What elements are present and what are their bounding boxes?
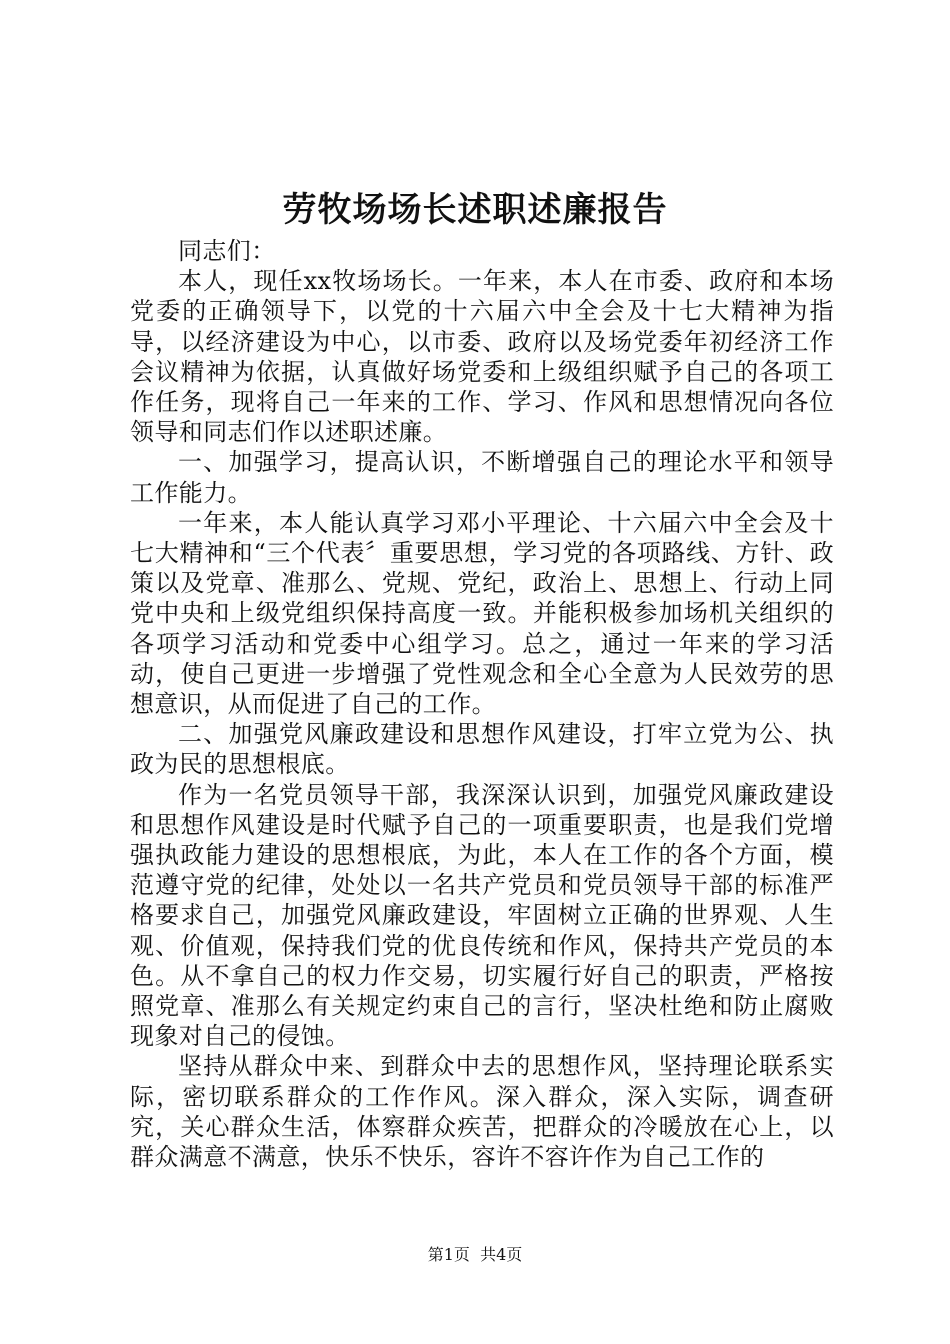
- page-number-prefix: 第: [427, 1245, 444, 1264]
- page-footer: [0, 1244, 950, 1266]
- document-title: 劳牧场场长述职述廉报告: [282, 190, 668, 230]
- section-2-heading: 二、加强党风廉政建设和思想作风建设，打牢立党为公、执政为民的思想根底。: [130, 720, 834, 779]
- page-number: 1: [443, 1245, 454, 1264]
- section-1-heading: 一、加强学习，提高认识，不断增强自己的理论水平和领导工作能力。: [130, 448, 834, 507]
- document-body: [130, 236, 834, 1172]
- section-2-paragraph-2: 坚持从群众中来、到群众中去的思想作风，坚持理论联系实际，密切联系群众的工作作风。深入群众，深入实际，调查研究，关心群众生活，体察群众疾苦，把群众的冷暖放在心上，以群众满意不满意，快乐不快乐，容许不容许作为自己工作的: [130, 1052, 834, 1172]
- total-pages-prefix: 共: [480, 1245, 497, 1264]
- section-1-paragraph: 一年来，本人能认真学习邓小平理论、十六届六中全会及十七大精神和“三个代表〞重要思想，学习党的各项路线、方针、政策以及党章、准那么、党规、党纪，政治上、思想上、行动上同党中央和上级党组织保持高度一致。并能积极参加场机关组织的各项学习活动和党委中心组学习。总之，通过一年来的学习活动，使自己更进一步增强了党性观念和全心全意为人民效劳的思想意识，从而促进了自己的工作。: [130, 508, 834, 719]
- salutation-paragraph: 同志们：: [178, 237, 276, 265]
- total-pages: 4: [496, 1245, 507, 1264]
- intro-paragraph: 本人，现任xx牧场场长。一年来，本人在市委、政府和本场党委的正确领导下，以党的十六届六中全会及十七大精神为指导，以经济建设为中心，以市委、政府以及场党委年初经济工作会议精神为依据，认真做好场党委和上级组织赋予自己的各项工作任务，现将自己一年来的工作、学习、作风和思想情况向各位领导和同志们作以述职述廉。: [130, 267, 834, 447]
- total-pages-suffix: 页: [506, 1245, 523, 1264]
- page-number-suffix: 页: [453, 1245, 470, 1264]
- section-2-paragraph-1: 作为一名党员领导干部，我深深认识到，加强党风廉政建设和思想作风建设是时代赋予自己的一项重要职责，也是我们党增强执政能力建设的思想根底，为此，本人在工作的各个方面，模范遵守党的纪律，处处以一名共产党员和党员领导干部的标准严格要求自己，加强党风廉政建设，牢固树立正确的世界观、人生观、价值观，保持我们党的优良传统和作风，保持共产党员的本色。从不拿自己的权力作交易，切实履行好自己的职责，严格按照党章、准那么有关规定约束自己的言行，坚决杜绝和防止腐败现象对自己的侵蚀。: [130, 780, 834, 1051]
- footer-spacer: [470, 1245, 480, 1264]
